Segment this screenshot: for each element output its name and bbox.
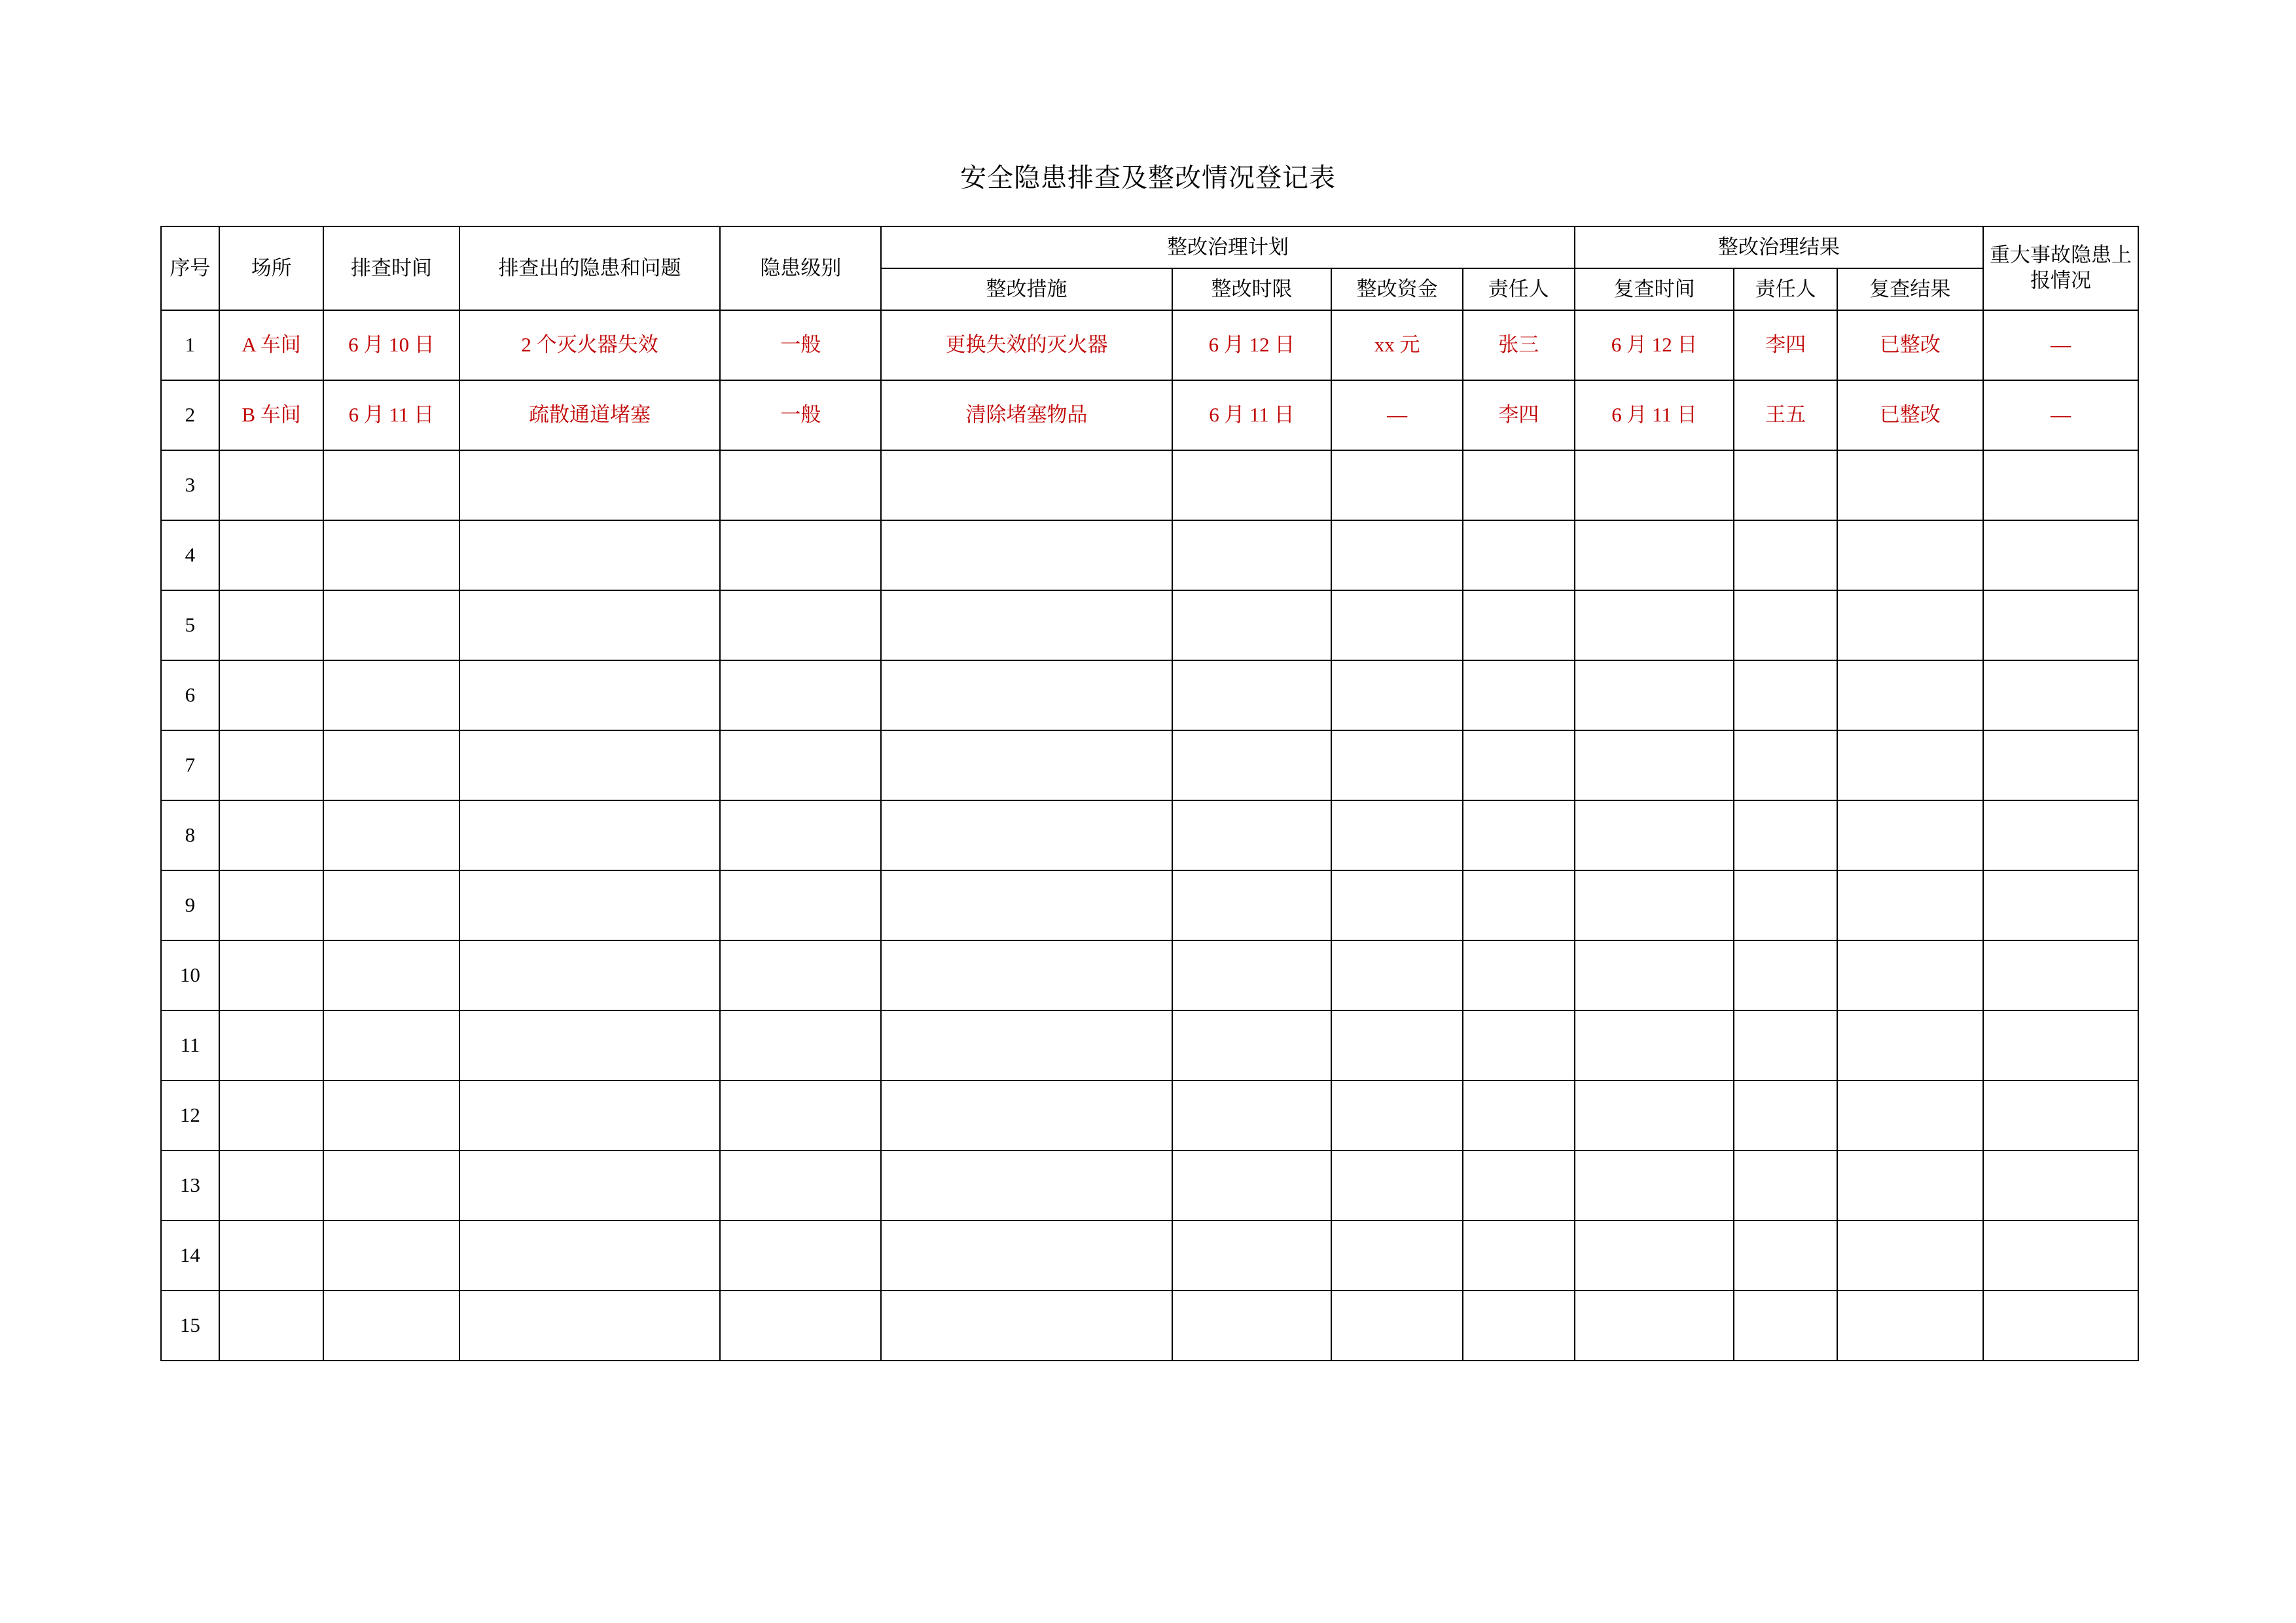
header-problem-label: 排查出的隐患和问题 (498, 256, 681, 279)
cell-responsible-plan[interactable] (1463, 730, 1575, 800)
cell-responsible-plan[interactable] (1463, 940, 1575, 1010)
header-plan-group-label: 整改治理计划 (1167, 235, 1289, 259)
cell-level[interactable]: 一般 (720, 380, 881, 450)
cell-place[interactable] (219, 1150, 323, 1221)
cell-recheck-result[interactable] (1837, 1150, 1983, 1221)
cell-responsible-plan[interactable] (1463, 1150, 1575, 1221)
cell-recheck-time[interactable] (1575, 1221, 1734, 1291)
cell-measure[interactable] (881, 1291, 1172, 1361)
cell-check-time[interactable] (323, 1010, 459, 1080)
cell-responsible-plan[interactable] (1463, 450, 1575, 520)
cell-deadline[interactable] (1172, 590, 1332, 660)
cell-recheck-result[interactable] (1837, 730, 1983, 800)
table-row[interactable] (161, 590, 2138, 660)
cell-seq: 4 (161, 520, 219, 590)
cell-level[interactable]: 一般 (720, 310, 881, 380)
header-responsible-plan-label: 责任人 (1488, 277, 1549, 300)
cell-responsible-result[interactable] (1734, 1010, 1837, 1080)
cell-problem[interactable] (459, 730, 721, 800)
cell-funds[interactable] (1331, 800, 1462, 870)
cell-funds[interactable] (1331, 590, 1462, 660)
cell-seq: 5 (161, 590, 219, 660)
table-body (161, 310, 2138, 1361)
cell-check-time[interactable] (323, 450, 459, 520)
cell-responsible-result[interactable] (1734, 1080, 1837, 1150)
cell-measure[interactable] (881, 800, 1172, 870)
cell-responsible-plan[interactable]: 李四 (1463, 380, 1575, 450)
header-seq (161, 226, 219, 310)
cell-place[interactable] (219, 940, 323, 1010)
cell-funds[interactable]: xx 元 (1331, 310, 1462, 380)
cell-problem[interactable]: 2 个灭火器失效 (459, 310, 721, 380)
cell-responsible-result[interactable] (1734, 940, 1837, 1010)
cell-major-report[interactable] (1983, 940, 2138, 1010)
cell-deadline[interactable] (1172, 730, 1332, 800)
cell-responsible-result[interactable] (1734, 800, 1837, 870)
cell-recheck-time[interactable] (1575, 520, 1734, 590)
cell-responsible-plan[interactable] (1463, 1010, 1575, 1080)
cell-recheck-time[interactable] (1575, 1150, 1734, 1221)
cell-responsible-result[interactable] (1734, 870, 1837, 940)
cell-recheck-result[interactable] (1837, 940, 1983, 1010)
cell-deadline[interactable] (1172, 870, 1332, 940)
cell-problem[interactable]: 疏散通道堵塞 (459, 380, 721, 450)
cell-major-report[interactable] (1983, 660, 2138, 730)
cell-place[interactable] (219, 520, 323, 590)
cell-recheck-result[interactable] (1837, 1080, 1983, 1150)
cell-measure[interactable]: 更换失效的灭火器 (881, 310, 1172, 380)
cell-responsible-result[interactable] (1734, 590, 1837, 660)
cell-funds[interactable] (1331, 730, 1462, 800)
cell-funds[interactable]: — (1331, 380, 1462, 450)
cell-responsible-result[interactable] (1734, 450, 1837, 520)
cell-problem[interactable] (459, 870, 721, 940)
cell-place[interactable] (219, 730, 323, 800)
header-check-time-label: 排查时间 (350, 256, 432, 279)
cell-recheck-time[interactable]: 6 月 12 日 (1575, 310, 1734, 380)
cell-recheck-time[interactable] (1575, 870, 1734, 940)
header-major-report-label: 重大事故隐患上报情况 (1989, 243, 2132, 292)
cell-place[interactable] (219, 450, 323, 520)
cell-seq: 15 (161, 1291, 219, 1361)
cell-level[interactable] (720, 940, 881, 1010)
cell-recheck-time[interactable] (1575, 1080, 1734, 1150)
header-major-report (1983, 226, 2138, 310)
cell-level[interactable] (720, 590, 881, 660)
table-row[interactable] (161, 870, 2138, 940)
cell-recheck-time[interactable] (1575, 660, 1734, 730)
cell-level[interactable] (720, 730, 881, 800)
header-level-label: 隐患级别 (760, 256, 842, 279)
cell-recheck-time[interactable] (1575, 800, 1734, 870)
cell-recheck-result[interactable] (1837, 1291, 1983, 1361)
cell-problem[interactable] (459, 1291, 721, 1361)
cell-seq: 6 (161, 660, 219, 730)
cell-measure[interactable] (881, 590, 1172, 660)
cell-funds[interactable] (1331, 1291, 1462, 1361)
cell-responsible-plan[interactable] (1463, 590, 1575, 660)
cell-major-report[interactable]: — (1983, 310, 2138, 380)
cell-problem[interactable] (459, 1080, 721, 1150)
cell-recheck-result[interactable] (1837, 1010, 1983, 1080)
header-level (720, 226, 881, 310)
cell-place[interactable]: A 车间 (219, 310, 323, 380)
cell-problem[interactable] (459, 590, 721, 660)
cell-check-time[interactable] (323, 940, 459, 1010)
cell-check-time[interactable] (323, 590, 459, 660)
cell-responsible-result[interactable]: 王五 (1734, 380, 1837, 450)
table-row[interactable] (161, 1150, 2138, 1221)
table-header-row-1 (161, 226, 2138, 268)
cell-place[interactable]: B 车间 (219, 380, 323, 450)
cell-problem[interactable] (459, 1221, 721, 1291)
cell-check-time[interactable] (323, 730, 459, 800)
header-problem (459, 226, 721, 310)
cell-major-report[interactable] (1983, 800, 2138, 870)
table-row[interactable] (161, 380, 2138, 450)
cell-measure[interactable] (881, 730, 1172, 800)
cell-deadline[interactable]: 6 月 12 日 (1172, 310, 1332, 380)
header-result-group (1575, 226, 1983, 268)
cell-seq: 1 (161, 310, 219, 380)
cell-recheck-result[interactable]: 已整改 (1837, 380, 1983, 450)
header-result-group-label: 整改治理结果 (1717, 235, 1840, 259)
table-row[interactable] (161, 450, 2138, 520)
cell-problem[interactable] (459, 1150, 721, 1221)
cell-major-report[interactable] (1983, 870, 2138, 940)
cell-responsible-plan[interactable] (1463, 800, 1575, 870)
header-responsible-plan (1463, 268, 1575, 310)
cell-recheck-result[interactable]: 已整改 (1837, 310, 1983, 380)
cell-funds[interactable] (1331, 940, 1462, 1010)
cell-funds[interactable] (1331, 1150, 1462, 1221)
table-row[interactable] (161, 940, 2138, 1010)
header-deadline (1172, 268, 1332, 310)
header-deadline-label: 整改时限 (1211, 277, 1293, 300)
cell-seq: 12 (161, 1080, 219, 1150)
cell-deadline[interactable] (1172, 1080, 1332, 1150)
table-row[interactable] (161, 1221, 2138, 1291)
cell-responsible-result[interactable] (1734, 520, 1837, 590)
cell-check-time[interactable] (323, 1150, 459, 1221)
cell-recheck-result[interactable] (1837, 1221, 1983, 1291)
header-place-label: 场所 (251, 256, 292, 279)
cell-recheck-result[interactable] (1837, 450, 1983, 520)
cell-funds[interactable] (1331, 870, 1462, 940)
cell-check-time[interactable] (323, 660, 459, 730)
cell-measure[interactable]: 清除堵塞物品 (881, 380, 1172, 450)
header-recheck-result-label: 复查结果 (1869, 277, 1951, 300)
cell-responsible-plan[interactable] (1463, 660, 1575, 730)
cell-deadline[interactable] (1172, 940, 1332, 1010)
cell-funds[interactable] (1331, 660, 1462, 730)
cell-responsible-result[interactable] (1734, 1291, 1837, 1361)
cell-major-report[interactable] (1983, 730, 2138, 800)
cell-check-time[interactable] (323, 800, 459, 870)
table-head (161, 226, 2138, 310)
cell-seq: 3 (161, 450, 219, 520)
cell-check-time[interactable] (323, 1080, 459, 1150)
cell-check-time[interactable] (323, 520, 459, 590)
cell-place[interactable] (219, 870, 323, 940)
cell-funds[interactable] (1331, 450, 1462, 520)
cell-major-report[interactable] (1983, 520, 2138, 590)
header-responsible-result-label: 责任人 (1755, 277, 1816, 300)
cell-recheck-result[interactable] (1837, 660, 1983, 730)
cell-funds[interactable] (1331, 1080, 1462, 1150)
cell-recheck-time[interactable] (1575, 450, 1734, 520)
cell-recheck-result[interactable] (1837, 800, 1983, 870)
table-row[interactable] (161, 1010, 2138, 1080)
cell-funds[interactable] (1331, 520, 1462, 590)
cell-deadline[interactable] (1172, 800, 1332, 870)
cell-responsible-result[interactable] (1734, 730, 1837, 800)
cell-major-report[interactable] (1983, 1291, 2138, 1361)
cell-recheck-time[interactable] (1575, 1010, 1734, 1080)
cell-check-time[interactable] (323, 870, 459, 940)
cell-problem[interactable] (459, 800, 721, 870)
cell-responsible-plan[interactable] (1463, 1080, 1575, 1150)
cell-deadline[interactable] (1172, 1221, 1332, 1291)
cell-responsible-plan[interactable] (1463, 1291, 1575, 1361)
cell-level[interactable] (720, 520, 881, 590)
header-measure-label: 整改措施 (986, 277, 1067, 300)
cell-check-time[interactable] (323, 1221, 459, 1291)
table-row[interactable] (161, 1080, 2138, 1150)
cell-responsible-result[interactable] (1734, 1221, 1837, 1291)
cell-deadline[interactable]: 6 月 11 日 (1172, 380, 1332, 450)
cell-deadline[interactable] (1172, 520, 1332, 590)
cell-level[interactable] (720, 660, 881, 730)
header-seq-label: 序号 (170, 256, 211, 279)
header-check-time (323, 226, 459, 310)
cell-responsible-result[interactable] (1734, 1150, 1837, 1221)
cell-major-report[interactable] (1983, 1221, 2138, 1291)
cell-responsible-plan[interactable] (1463, 520, 1575, 590)
cell-major-report[interactable]: — (1983, 380, 2138, 450)
cell-measure[interactable] (881, 1010, 1172, 1080)
cell-problem[interactable] (459, 450, 721, 520)
header-responsible-result (1734, 268, 1837, 310)
cell-check-time[interactable]: 6 月 11 日 (323, 380, 459, 450)
cell-level[interactable] (720, 1010, 881, 1080)
cell-check-time[interactable]: 6 月 10 日 (323, 310, 459, 380)
cell-check-time[interactable] (323, 1291, 459, 1361)
cell-level[interactable] (720, 800, 881, 870)
cell-deadline[interactable] (1172, 450, 1332, 520)
table-row[interactable] (161, 800, 2138, 870)
cell-major-report[interactable] (1983, 1080, 2138, 1150)
cell-funds[interactable] (1331, 1221, 1462, 1291)
cell-place[interactable] (219, 590, 323, 660)
cell-major-report[interactable] (1983, 450, 2138, 520)
header-funds (1331, 268, 1462, 310)
cell-problem[interactable] (459, 940, 721, 1010)
cell-recheck-time[interactable] (1575, 1291, 1734, 1361)
cell-major-report[interactable] (1983, 590, 2138, 660)
cell-responsible-plan[interactable]: 张三 (1463, 310, 1575, 380)
header-recheck-time (1575, 268, 1734, 310)
cell-deadline[interactable] (1172, 1010, 1332, 1080)
cell-measure[interactable] (881, 660, 1172, 730)
cell-responsible-plan[interactable] (1463, 870, 1575, 940)
cell-measure[interactable] (881, 450, 1172, 520)
page-title: 安全隐患排查及整改情况登记表 (960, 163, 1336, 192)
cell-level[interactable] (720, 1221, 881, 1291)
cell-seq: 7 (161, 730, 219, 800)
cell-responsible-result[interactable]: 李四 (1734, 310, 1837, 380)
cell-measure[interactable] (881, 870, 1172, 940)
cell-responsible-plan[interactable] (1463, 1221, 1575, 1291)
cell-level[interactable] (720, 1150, 881, 1221)
cell-recheck-time[interactable] (1575, 730, 1734, 800)
cell-level[interactable] (720, 870, 881, 940)
cell-measure[interactable] (881, 1080, 1172, 1150)
cell-measure[interactable] (881, 520, 1172, 590)
header-plan-group (881, 226, 1574, 268)
cell-place[interactable] (219, 660, 323, 730)
header-measure (881, 268, 1172, 310)
cell-seq: 9 (161, 870, 219, 940)
cell-recheck-result[interactable] (1837, 520, 1983, 590)
header-recheck-time-label: 复查时间 (1613, 277, 1695, 300)
cell-major-report[interactable] (1983, 1150, 2138, 1221)
cell-major-report[interactable] (1983, 1010, 2138, 1080)
cell-recheck-time[interactable] (1575, 590, 1734, 660)
table-row[interactable] (161, 730, 2138, 800)
cell-place[interactable] (219, 1010, 323, 1080)
table-row[interactable] (161, 660, 2138, 730)
header-funds-label: 整改资金 (1356, 277, 1438, 300)
table-row[interactable] (161, 520, 2138, 590)
cell-seq: 13 (161, 1150, 219, 1221)
cell-recheck-time[interactable] (1575, 940, 1734, 1010)
cell-recheck-result[interactable] (1837, 870, 1983, 940)
cell-problem[interactable] (459, 1010, 721, 1080)
cell-seq: 11 (161, 1010, 219, 1080)
cell-seq: 14 (161, 1221, 219, 1291)
cell-responsible-result[interactable] (1734, 660, 1837, 730)
header-recheck-result (1837, 268, 1983, 310)
cell-seq: 2 (161, 380, 219, 450)
registration-table-container (160, 226, 2139, 1361)
cell-problem[interactable] (459, 660, 721, 730)
cell-recheck-time[interactable]: 6 月 11 日 (1575, 380, 1734, 450)
cell-funds[interactable] (1331, 1010, 1462, 1080)
cell-place[interactable] (219, 1080, 323, 1150)
cell-level[interactable] (720, 1291, 881, 1361)
cell-level[interactable] (720, 450, 881, 520)
cell-deadline[interactable] (1172, 660, 1332, 730)
cell-recheck-result[interactable] (1837, 590, 1983, 660)
cell-measure[interactable] (881, 940, 1172, 1010)
cell-seq: 10 (161, 940, 219, 1010)
cell-place[interactable] (219, 800, 323, 870)
table-row[interactable] (161, 1291, 2138, 1361)
header-place (219, 226, 323, 310)
cell-place[interactable] (219, 1291, 323, 1361)
cell-deadline[interactable] (1172, 1150, 1332, 1221)
cell-problem[interactable] (459, 520, 721, 590)
cell-level[interactable] (720, 1080, 881, 1150)
cell-measure[interactable] (881, 1150, 1172, 1221)
cell-deadline[interactable] (1172, 1291, 1332, 1361)
cell-place[interactable] (219, 1221, 323, 1291)
hazard-registration-table (160, 226, 2139, 1361)
table-row[interactable] (161, 310, 2138, 380)
cell-seq: 8 (161, 800, 219, 870)
cell-measure[interactable] (881, 1221, 1172, 1291)
